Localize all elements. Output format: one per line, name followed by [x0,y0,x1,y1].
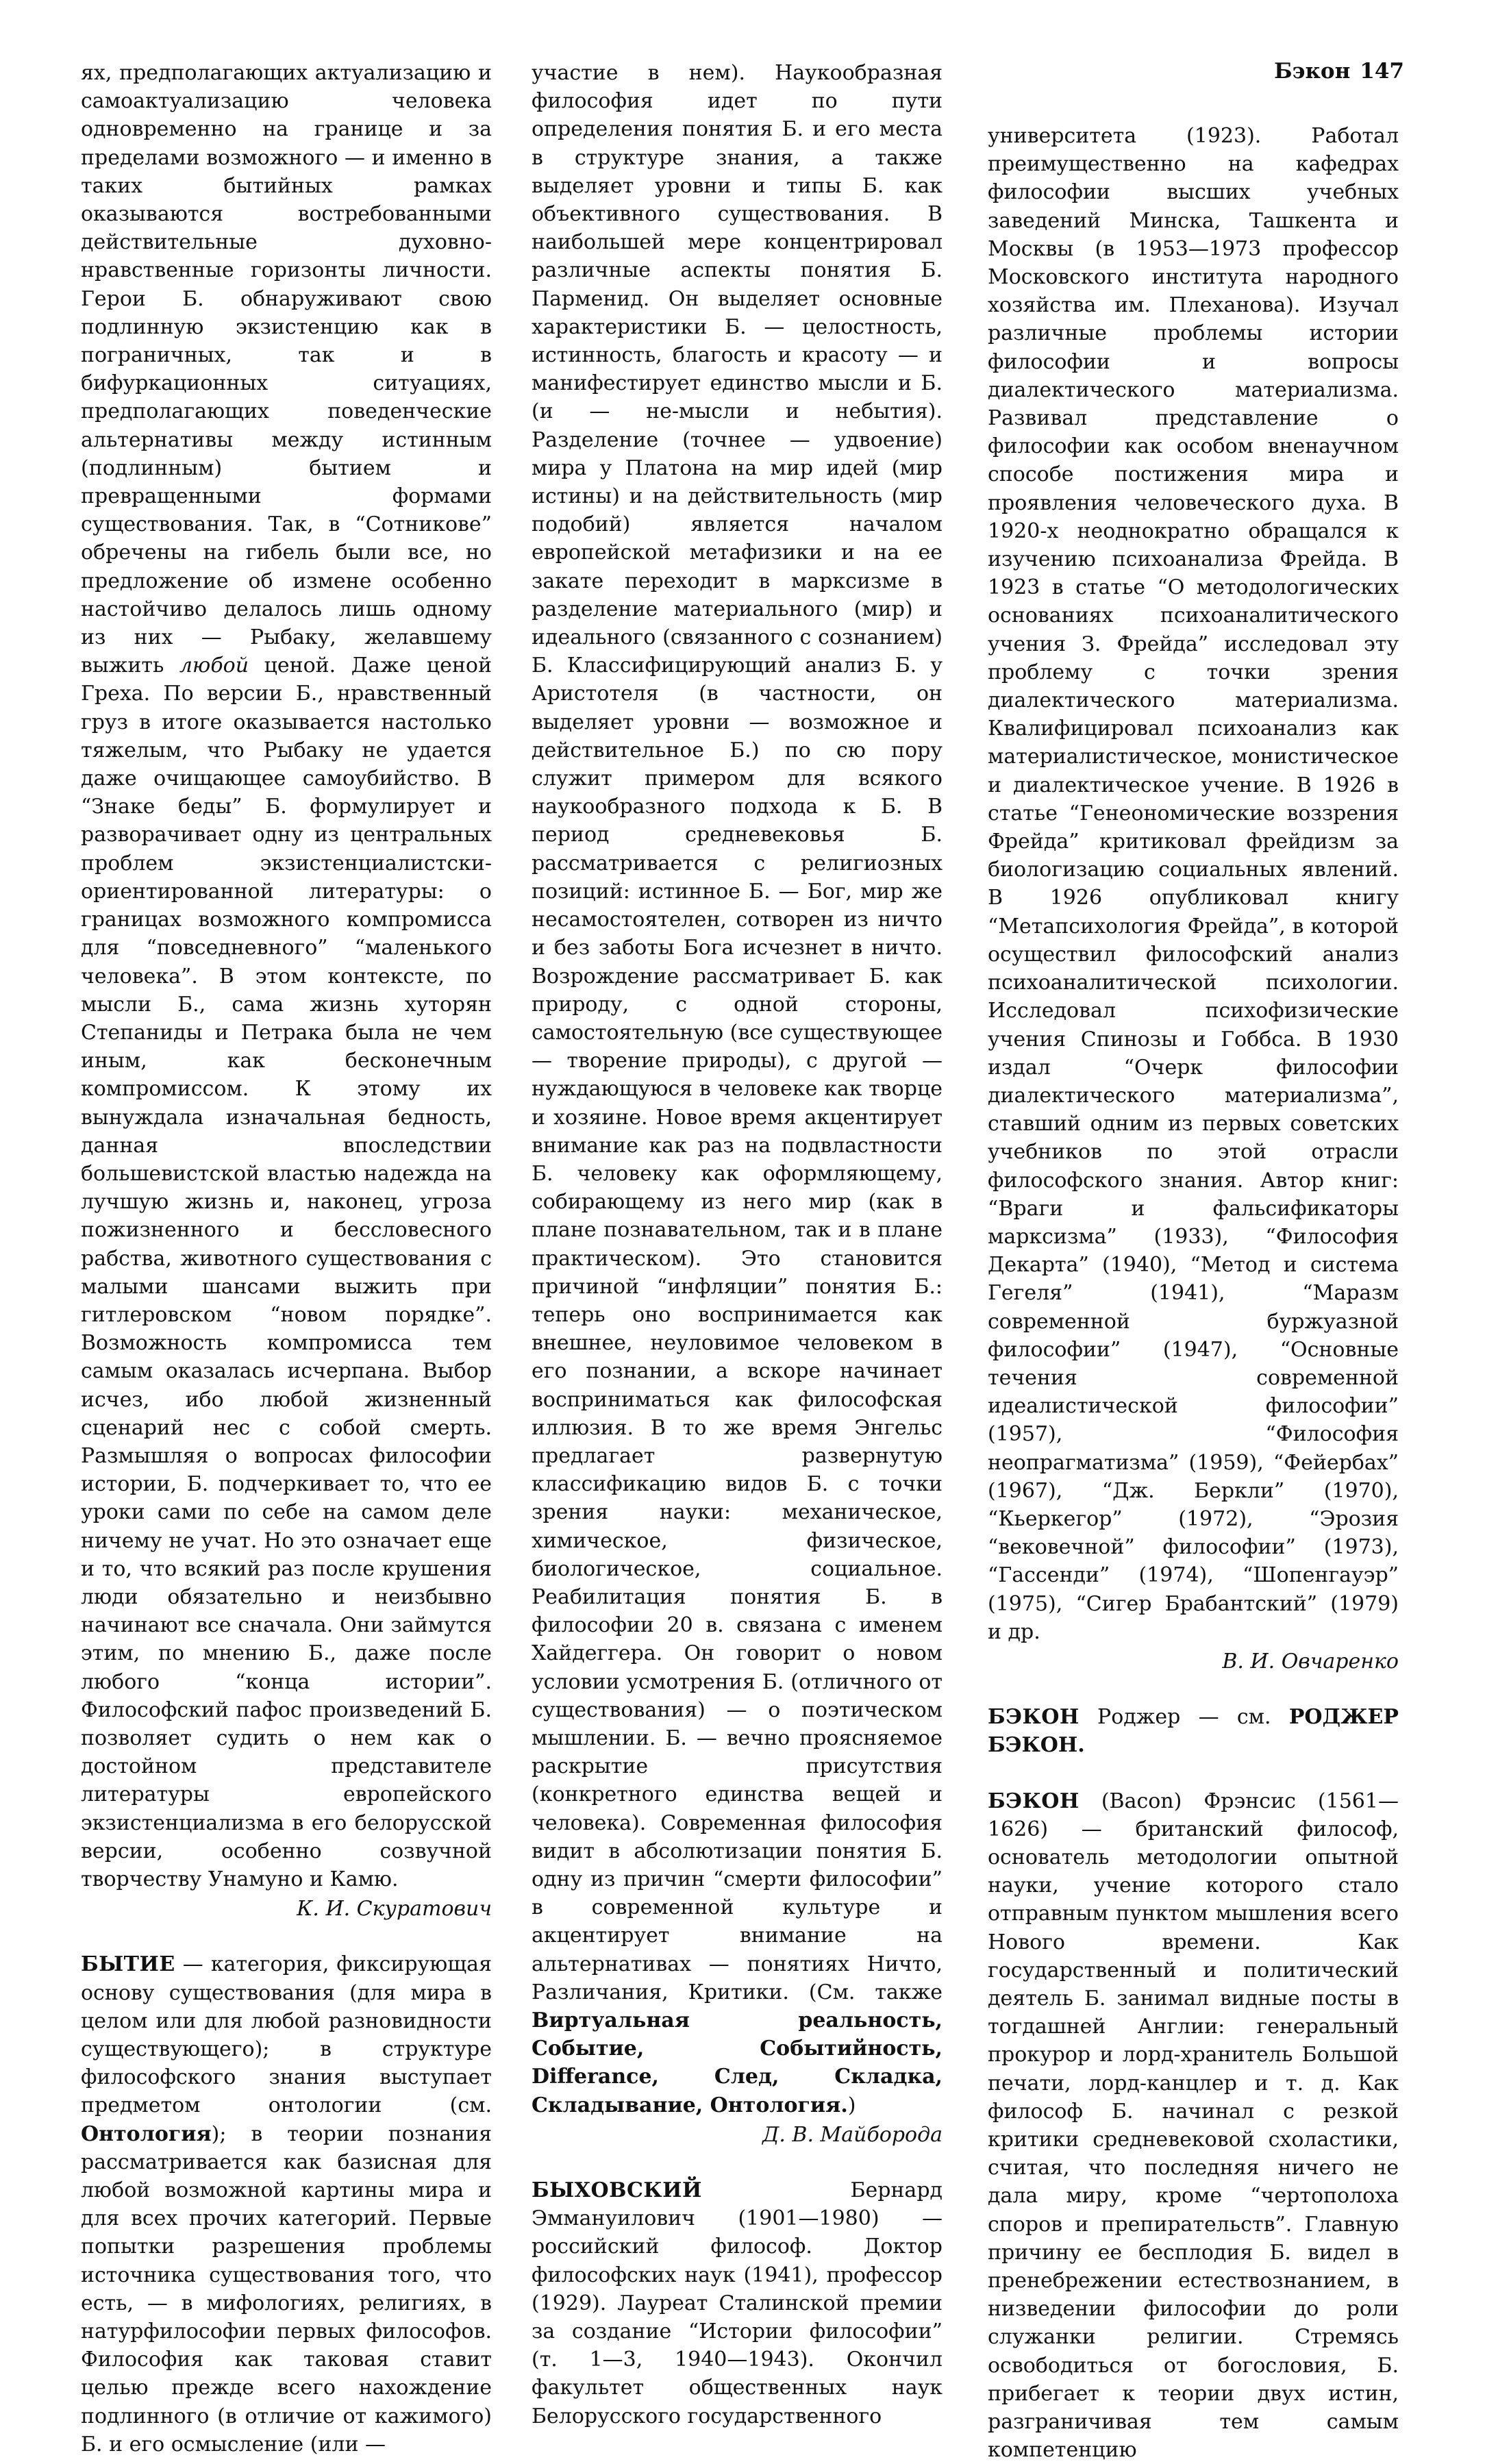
bytie-continuation-text: участие в нем). Наукообразная философия идет по пути определения понятия Б. и его места в структуре знания, а также выделяет уровни и типы Б. как объективного существования. В наибольшей мере концентрировал различные аспекты понятия Б. Парменид. Он выделяет основные характеристики Б. — целостность, истинность, благость и красоту — и манифестирует единство мысли и Б. (и — не-мысли и небытия). Разделение (точнее — удвоение) мира у Платона на мир идей (мир истины) и на действительность (мир подобий) является началом европейской метафизики и на ее закате переходит в марксизме в разделение материального (мир) и идеального (связанного с сознанием) Б. Классифицирующий анализ Б. у Аристотеля (в частности, он выделяет уровни — возможное и действительное Б.) по сю пору служит примером для всякого наукообразного подхода к Б. В период средневековья Б. рассматривается с религиозных позиций: истинное Б. — Бог, мир же несамостоятелен, сотворен из ничто и без заботы Бога исчезнет в ничто. Возрождение рассматривает Б. как природу, с одной стороны, самостоятельную (все существующее — творение природы), с другой — нуждающуюся в человеке как творце и хозяине. Новое время акцентирует внимание как раз на подвластности Б. человеку как оформляющему, собирающему из него мир (как в плане познавательном, так и в плане практическом). Это становится причиной “инфляции” понятия Б.: теперь оно воспринимается как внешнее, неуловимое человеком в его познании, а вскоре начинает восприниматься как философская иллюзия. В то же время Энгельс предлагает развернутую классификацию видов Б. с точки зрения науки: механическое, химическое, физическое, биологическое, социальное. Реабилитация понятия Б. в философии 20 в. связана с именем Хайдеггера. Он говорит о новом условии усмотрения Б. (отличного от существования) — о поэтическом мышлении. Б. — вечно проясняемое раскрытие присутствия (конкретного единства вещей и человека). Современная философия видит в абсолютизации понятия Б. одну из причин “смерти философии” в современной культуре и акцентирует внимание на альтернативах — понятиях Ничто, Различания, Критики. (См. также [532,61,943,2004]
bacon-roger-headword: БЭКОН [988,1705,1080,1730]
bykov-author: К. И. Скуратович [297,1897,492,1921]
bacon-francis-text: (Bacon) Фрэнсис (1561—1626) — британский философ, основатель методологии опытной науки, учение которого стало отправным пунктом мышления всего Нового времени. Как государственный и политический деятель Б. занимал видные посты в тогдашней Англии: генеральный прокурор и лорд-хранитель Большой печати, лорд-канцлер и т. д. Как философ Б. начинал с резкой критики средневековой схоластики, считая, что последняя ничего не дала миру, кроме “чертополоха споров и препирательств”. Главную причину ее бесплодия Б. видел в пренебрежении естествознанием, в низведении философии до роли служанки религии. Стремясь освободиться от богословия, Б. прибегает к теории двух истин, разграничивая тем самым компетенцию [988,1789,1399,2463]
bytie-closing-paren: ) [847,2093,856,2117]
bacon-francis-headword: БЭКОН [988,1789,1080,1813]
page-number: 147 [1360,59,1404,84]
bytie-headword: БЫТИЕ [81,1952,175,1977]
running-head [1274,59,1404,84]
bytie-text: — категория, фиксирующая основу существования (для мира в целом или для любой разновидности существующего); в структуре философского знания выступает предметом онтологии (см. [81,1952,492,2118]
column-right [988,122,1399,2464]
bacon-roger-cross-reference: РОДЖЕР БЭКОН. [988,1705,1399,1758]
bykhovsky-entry-continued: университета (1923). Работал преимущественно на кафедрах философии высших учебных заведений Минска, Ташкента и Москвы (в 1953—1973 профессор Московского института народного хозяйства им. Плеханова). Изучал различные проблемы истории философии и вопросы диалектического материализма. Развивал представление о философии как особом вненаучном способе постижения мира и проявления человеческого духа. В 1920-х неоднократно обращался к изучению психоанализа Фрейда. В 1923 в статье “О методологических основаниях психоаналитического учения З. Фрейда” исследовал эту проблему с точки зрения диалектического материализма. Квалифицировал психоанализ как материалистическое, монистическое и диалектическое учение. В 1926 в статье “Генеономические воззрения Фрейда” критиковал фрейдизм за биологизацию социальных явлений. В 1926 опубликовал книгу “Метапсихология Фрейда”, в которой осуществил философский анализ психоаналитической психологии. Исследовал психофизические учения Спинозы и Гоббса. В 1930 издал “Очерк философии диалектического материализма”, ставший одним из первых советских учебников по этой отрасли философского знания. Автор книг: “Враги и фальсификаторы марксизма” (1933), “Философия Декарта” (1940), “Метод и система Гегеля” (1941), “Маразм современной буржуазной философии” (1947), “Основные течения современной идеалистической философии” (1957), “Философия неопрагматизма” (1959), “Фейербах” (1967), “Дж. Беркли” (1970), “Кьеркегор” (1972), “Эрозия “вековечной” философии” (1973), “Гассенди” (1974), “Шопенгауэр” (1975), “Сигер Брабантский” (1979) и др. [988,124,1399,1644]
bykhovsky-text: Бернард Эммануилович (1901—1980) — российский философ. Доктор философских наук (1941), профессор (1929). Лауреат Сталинской премии за создание “Истории философии” (т. 1—3, 1940—1943). Окончил факультет общественных наук Белорусского государственного [532,2178,943,2428]
bytie-see-also-references: Виртуальная реальность, Событие, Событийность, Differance, След, Складка, Складывание, Онтология. [532,2008,943,2117]
column-left [81,59,492,2459]
bykov-text: ях, предполагающих актуализацию и самоактуализацию человека одновременно на границе и за пределами возможного — и именно в таких бытийных рамках оказываются востребованными действительные духовно-нравственные горизонты личности. Герои Б. обнаруживают свою подлинную экзистенцию как в пограничных, так и в бифуркационных ситуациях, предполагающих поведенческие альтернативы между истинным (подлинным) бытием и превращенными формами существования. Так, в “Сотникове” обречены на гибель были все, но предложение об измене особенно настойчиво делалось лишь одному из них — Рыбаку, желавшему выжить [81,61,492,678]
column-middle [532,59,943,2430]
bytie-entry-continued [532,59,943,2119]
bacon-roger-text: Роджер — см. [1097,1705,1271,1730]
bacon-roger-entry [988,1703,1399,1759]
bykov-italic-word: любой [179,654,249,678]
bykhovsky-headword: БЫХОВСКИЙ [532,2178,702,2203]
bykhovsky-author: В. И. Овчаренко [1222,1649,1399,1673]
bacon-francis-entry [988,1787,1399,2464]
bytie-author: Д. В. Майборода [762,2122,943,2147]
bykov-text-continued: ценой. Даже ценой Греха. По версии Б., нравственный груз в итоге оказывается настолько тяжелым, что Рыбаку не удается даже очищающее самоубийство. В “Знаке беды” Б. формулирует и разворачивает одну из центральных проблем экзистенциалистски-ориентированной литературы: о границах возможного компромисса для “повседневного” “маленького человека”. В этом контексте, по мысли Б., сама жизнь хуторян Степаниды и Петрака была не чем иным, как бесконечным компромиссом. К этому их вынуждала изначальная бедность, данная впоследствии большевистской властью надежда на лучшую жизнь и, наконец, угроза пожизненного и бессловесного рабства, животного существования с малыми шансами выжить при гитлеровском “новом порядке”. Возможность компромисса тем самым оказалась исчерпана. Выбор исчез, ибо любой жизненный сценарий нес с собой смерть. Размышляя о вопросах философии истории, Б. подчеркивает то, что ее уроки сами по себе на самом деле ничему не учат. Но это означает еще и то, что всякий раз после крушения люди обязательно и неизбывно начинают все сначала. Они займутся этим, по мнению Б., даже после любого “конца истории”. Философский пафос произведений Б. позволяет судить о нем как о достойном представителе литературы европейского экзистенциализма в его белорусской версии, особенно созвучной творчеству Унамуно и Камю. [81,654,492,1891]
bytie-cross-reference: Онтология [81,2121,212,2146]
bykhovsky-entry [532,2176,943,2430]
bytie-text-continued: ); в теории познания рассматривается как базисная для любой возможной картины мира и для всех прочих категорий. Первые попытки разрешения проблемы источника существования того, что есть, — в мифологиях, религиях, в натурфилософии первых философов. Философия как таковая ставит целью прежде всего нахождение подлинного (в отличие от кажимого) Б. и его осмысление (или — [81,2121,492,2456]
running-head-title: Бэкон [1274,59,1351,84]
bytie-entry [81,1950,492,2459]
bykov-entry-ending [81,59,492,1893]
